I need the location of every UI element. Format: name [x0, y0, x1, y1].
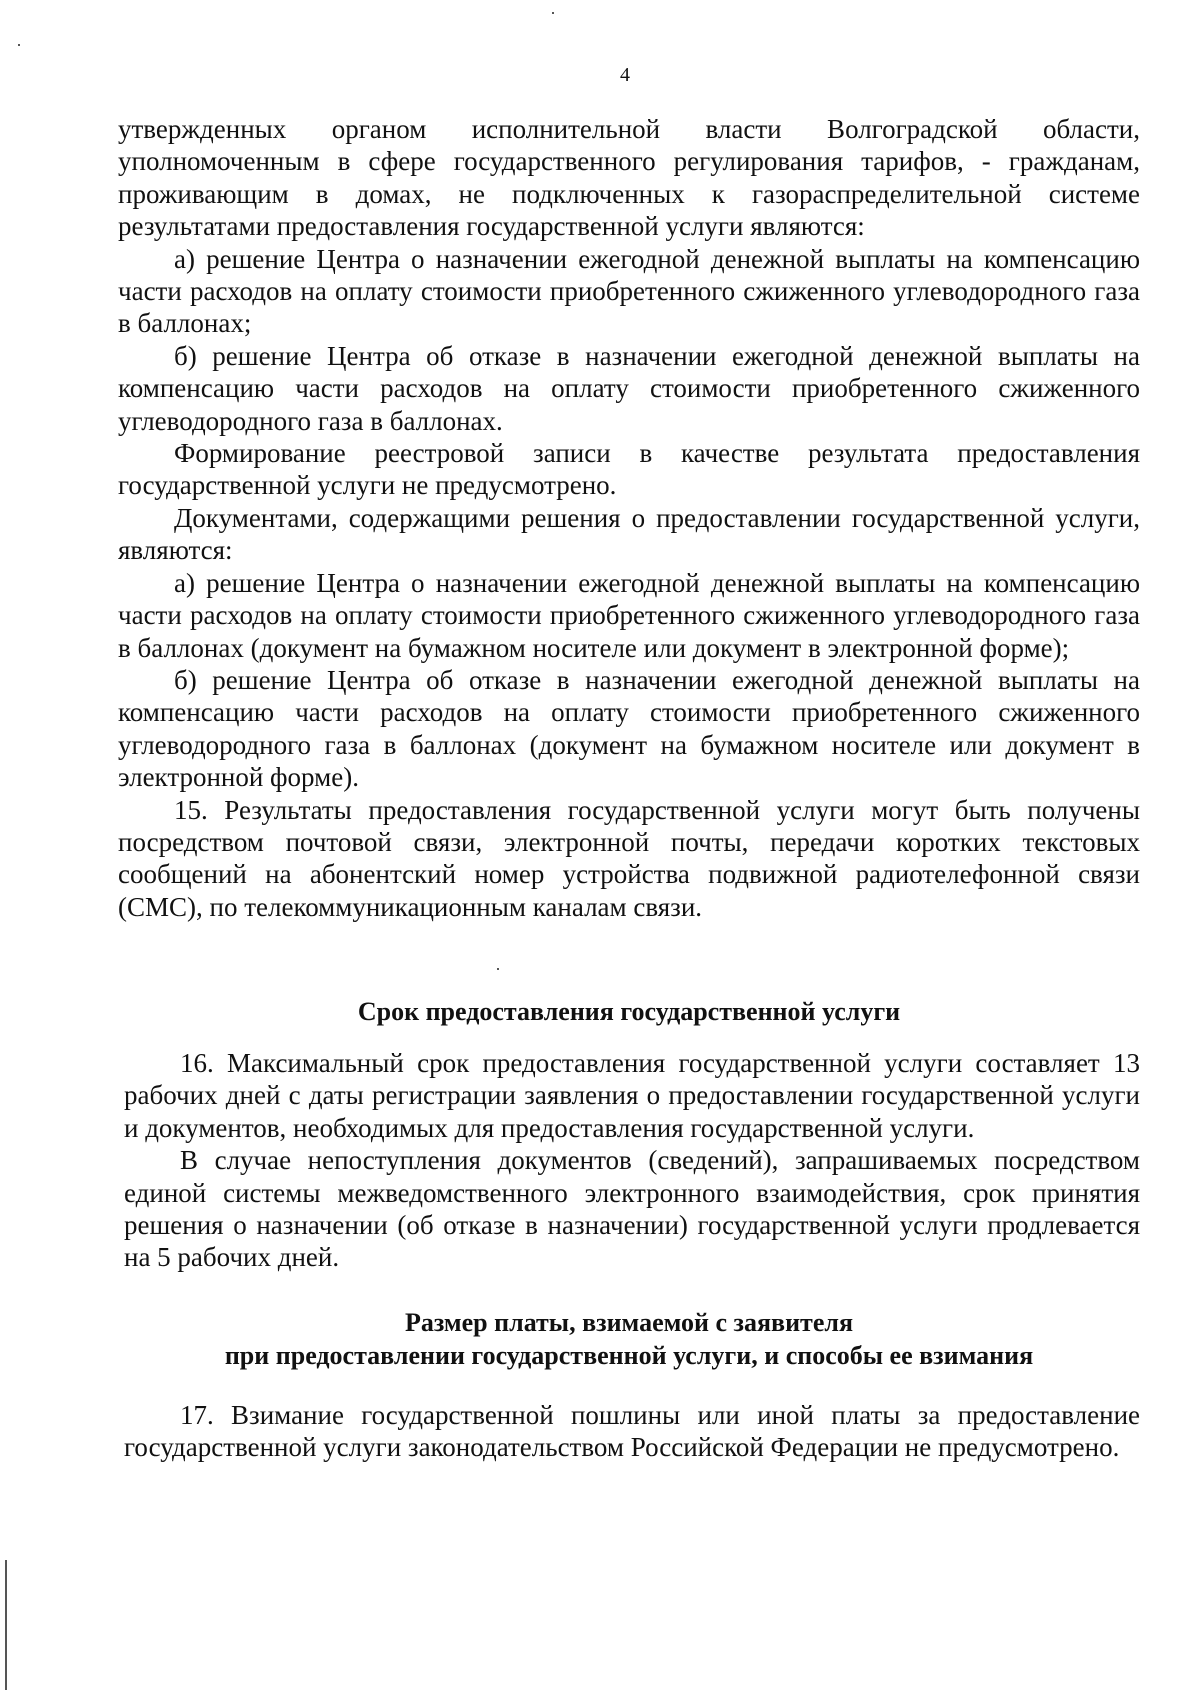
heading-line: Размер платы, взимаемой с заявителя — [404, 1308, 854, 1337]
fee-section — [124, 1399, 1140, 1464]
paragraph: утвержденных органом исполнительной власти Волгоградской области, уполномоченным в сфере государственного регулирования тарифов, - гражданам, проживающим в домах, не подключенных к газораспределительной системе результатами предоставления государственной услуги являются: — [118, 114, 1140, 242]
scan-artifact — [552, 12, 554, 14]
results-section — [118, 113, 1140, 923]
paragraph: б) решение Центра об отказе в назначении ежегодной денежной выплаты на компенсацию части расходов на оплату стоимости приобретенного сжиженного углеводородного газа в баллонах (документ на бумажном носителе или документ в электронной форме). — [118, 664, 1140, 793]
paragraph: 17. Взимание государственной пошлины или иной платы за предоставление государственной услуги законодательством Российской Федерации не предусмотрено. — [124, 1400, 1140, 1463]
paragraph: а) решение Центра о назначении ежегодной денежной выплаты на компенсацию части расходов на оплату стоимости приобретенного сжиженного углеводородного газа в баллонах (документ на бумажном носителе или документ в электронной форме); — [118, 567, 1140, 663]
paragraph: Документами, содержащими решения о предоставлении государственной услуги, являются: — [118, 502, 1140, 566]
section-heading-fee — [118, 1306, 1140, 1372]
paragraph: 15. Результаты предоставления государственной услуги могут быть получены посредством почтовой связи, электронной почты, передачи коротких текстовых сообщений на абонентский номер устройства подвижной радиотелефонной связи (СМС), по телекоммуникационным каналам связи. — [118, 794, 1140, 922]
paragraph: В случае непоступления документов (сведений), запрашиваемых посредством единой системы межведомственного электронного взаимодействия, срок принятия решения о назначении (об отказе в назначении) государственной услуги продлевается на 5 рабочих дней. — [124, 1145, 1140, 1273]
paragraph: 16. Максимальный срок предоставления государственной услуги составляет 13 рабочих дней с даты регистрации заявления о предоставлении государственной услуги и документов, необходимых для предоставления государственной услуги. — [124, 1048, 1140, 1143]
page-number: 4 — [620, 64, 630, 86]
term-section — [124, 1047, 1140, 1274]
section-heading-term: Срок предоставления государственной услуги — [357, 997, 901, 1026]
scan-artifact — [497, 968, 499, 970]
paragraph: а) решение Центра о назначении ежегодной денежной выплаты на компенсацию части расходов на оплату стоимости приобретенного сжиженного углеводородного газа в баллонах; — [118, 243, 1140, 339]
heading-line: при предоставлении государственной услуги, и способы ее взимания — [224, 1341, 1034, 1370]
scan-artifact — [18, 44, 20, 46]
paragraph: Формирование реестровой записи в качестве результата предоставления государственной услуги не предусмотрено. — [118, 438, 1140, 501]
paragraph: б) решение Центра об отказе в назначении ежегодной денежной выплаты на компенсацию части расходов на оплату стоимости приобретенного сжиженного углеводородного газа в баллонах. — [118, 340, 1140, 436]
scan-artifact — [5, 1560, 7, 1690]
